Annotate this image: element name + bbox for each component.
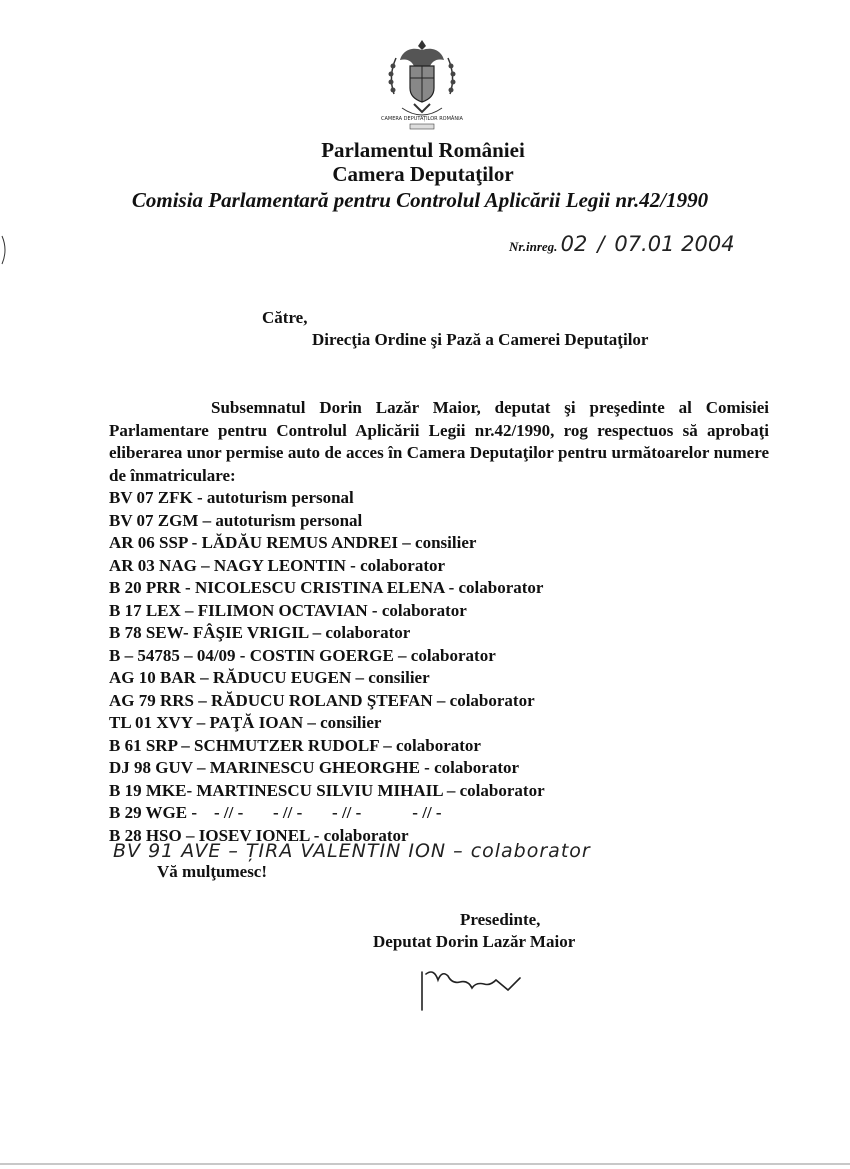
list-item: AR 06 SSP - LĂDĂU REMUS ANDREI – consilier — [109, 533, 477, 552]
list-item: AR 03 NAG – NAGY LEONTIN - colaborator — [109, 555, 446, 575]
registration-number: 02 — [560, 232, 588, 256]
list-item: BV 07 ZFK - autoturism personal — [109, 488, 354, 507]
registration-label: Nr.inreg. — [509, 239, 558, 254]
registration-date: 07.01 2004 — [614, 232, 735, 256]
list-item: B 61 SRP – SCHMUTZER RUDOLF – colaborator — [109, 735, 481, 755]
signatory-role: Presedinte, — [460, 910, 541, 929]
seal-text: CAMERA DEPUTAȚILOR ROMÂNIA — [381, 116, 463, 122]
commission-title: Comisia Parlamentară pentru Controlul Aplicării Legii nr.42/1990 — [131, 188, 709, 212]
list-item: B 28 HSO – IOSEV IONEL - colaborator — [109, 825, 409, 845]
list-item: TL 01 XVY – PAŢĂ IOAN – consilier — [109, 713, 382, 732]
list-item: BV 07 ZGM – autoturism personal — [109, 510, 363, 530]
page-edge-mark — [0, 230, 12, 270]
request-paragraph: Subsemnatul Dorin Lazăr Maior, deputat şi preşedinte al Comisiei Parlamentare pentru Controlul Aplicării Legii nr.42/1990, rog respectuos să aprobaţi eliberarea unor permise auto de acces în Camera Deputaţilor pentru următoarelor numere de înmatriculare: — [109, 398, 769, 485]
list-item: DJ 98 GUV – MARINESCU GHEORGHE - colaborator — [109, 758, 520, 777]
list-item: B 19 MKE- MARTINESCU SILVIU MIHAIL – colaborator — [109, 780, 545, 800]
list-item: AG 10 BAR – RĂDUCU EUGEN – consilier — [109, 668, 430, 687]
salutation: Către, — [262, 308, 308, 327]
list-item: B 78 SEW- FÂŞIE VRIGIL – colaborator — [109, 623, 411, 642]
addressee-department: Direcţia Ordine şi Pază a Camerei Deputaţilor — [312, 330, 649, 349]
handwritten-entry: BV 91 AVE – ȚIRA VALENTIN ION – colaborator — [113, 840, 591, 862]
parliament-title: Parlamentul României — [321, 138, 525, 162]
list-item: B 17 LEX – FILIMON OCTAVIAN - colaborator — [109, 600, 467, 620]
list-item: B 29 WGE - - // - - // - - // - - // - — [109, 803, 442, 822]
registration-number-line: Nr.inreg. 02 / 07.01 2004 — [509, 232, 735, 256]
chamber-title: Camera Deputaţilor — [332, 162, 514, 186]
list-item: B 20 PRR - NICOLESCU CRISTINA ELENA - colaborator — [109, 578, 544, 597]
signatory-name: Deputat Dorin Lazăr Maior — [373, 932, 576, 951]
scan-edge-line — [0, 1163, 850, 1165]
letter-body — [109, 397, 769, 847]
vehicle-list — [109, 487, 769, 847]
closing-thanks: Vă mulţumesc! — [157, 862, 268, 881]
handwritten-signature — [416, 962, 556, 1022]
list-item: B – 54785 – 04/09 - COSTIN GOERGE – colaborator — [109, 645, 496, 665]
list-item: AG 79 RRS – RĂDUCU ROLAND ŞTEFAN – colaborator — [109, 690, 535, 710]
coat-of-arms-seal — [380, 36, 464, 136]
